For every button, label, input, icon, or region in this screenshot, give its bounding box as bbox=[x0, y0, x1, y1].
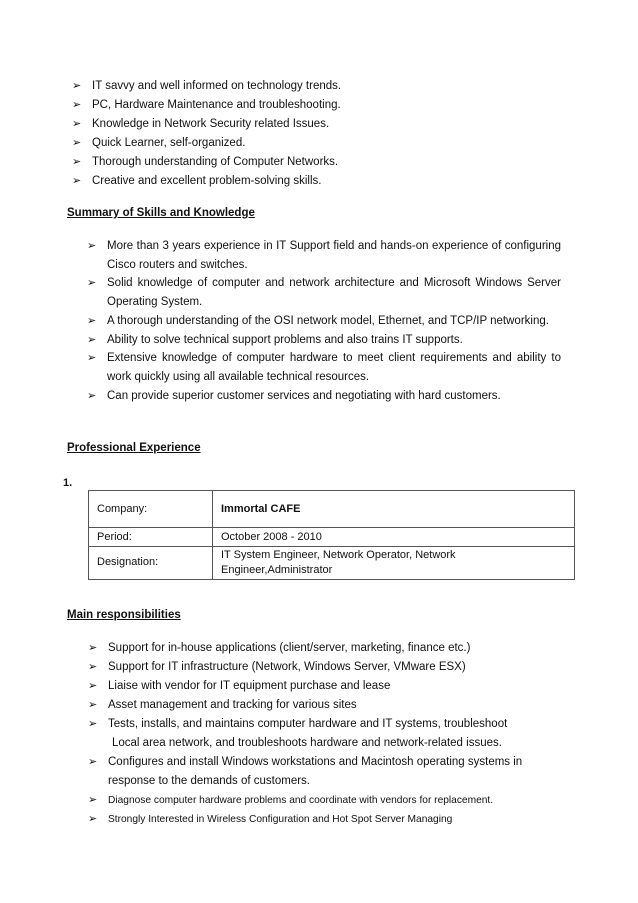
list-item: ➢ Solid knowledge of computer and network architecture and Microsoft Windows Server Operating System. bbox=[87, 274, 561, 311]
arrow-bullet-icon: ➢ bbox=[72, 137, 82, 149]
list-item: ➢ Creative and excellent problem-solving skills. bbox=[72, 172, 592, 191]
designation-line-1: IT System Engineer, Network Operator, Network bbox=[221, 548, 456, 561]
arrow-bullet-icon: ➢ bbox=[87, 277, 97, 290]
job-number: 1. bbox=[63, 477, 73, 489]
list-item: ➢ Knowledge in Network Security related Issues. bbox=[72, 115, 592, 134]
responsibilities-heading: Main responsibilities bbox=[67, 609, 181, 621]
list-item: ➢ Support for IT infrastructure (Network, Windows Server, VMware ESX) bbox=[88, 658, 568, 677]
list-item: ➢ Asset management and tracking for various sites bbox=[88, 696, 568, 715]
arrow-bullet-icon: ➢ bbox=[72, 99, 82, 111]
list-item: ➢ Tests, installs, and maintains computer hardware and IT systems, troubleshoot bbox=[88, 715, 568, 734]
arrow-bullet-icon: ➢ bbox=[88, 794, 98, 806]
arrow-bullet-icon: ➢ bbox=[88, 813, 98, 825]
designation-line-2: Engineer,Administrator bbox=[221, 564, 333, 576]
job-details-table bbox=[88, 490, 575, 580]
continuation-text: Local area network, and troubleshoots hardware and network-related issues. bbox=[112, 737, 502, 749]
designation-label: Designation: bbox=[89, 547, 213, 580]
arrow-bullet-icon: ➢ bbox=[87, 314, 97, 327]
company-value: Immortal CAFE bbox=[213, 491, 575, 528]
arrow-bullet-icon: ➢ bbox=[88, 661, 98, 673]
list-item: ➢ Extensive knowledge of computer hardware to meet client requirements and ability to work quickly using all available technical resources. bbox=[87, 349, 561, 386]
list-item: ➢ Can provide superior customer services and negotiating with hard customers. bbox=[87, 387, 561, 406]
skills-list bbox=[87, 237, 561, 405]
arrow-bullet-icon: ➢ bbox=[72, 80, 82, 92]
list-item: ➢ Configures and install Windows workstations and Macintosh operating systems in response to the demands of customers. bbox=[88, 753, 568, 791]
designation-value bbox=[213, 547, 575, 580]
period-label: Period: bbox=[89, 528, 213, 547]
arrow-bullet-icon: ➢ bbox=[72, 118, 82, 130]
arrow-bullet-icon: ➢ bbox=[88, 642, 98, 654]
table-row bbox=[89, 491, 575, 528]
arrow-bullet-icon: ➢ bbox=[87, 333, 97, 346]
arrow-bullet-icon: ➢ bbox=[88, 718, 98, 730]
arrow-bullet-icon: ➢ bbox=[88, 756, 98, 768]
list-item: ➢ Thorough understanding of Computer Networks. bbox=[72, 153, 592, 172]
list-item: ➢ IT savvy and well informed on technology trends. bbox=[72, 77, 592, 96]
table-row bbox=[89, 528, 575, 547]
table-row bbox=[89, 547, 575, 580]
arrow-bullet-icon: ➢ bbox=[87, 240, 97, 252]
arrow-bullet-icon: ➢ bbox=[87, 389, 97, 402]
arrow-bullet-icon: ➢ bbox=[72, 175, 82, 187]
arrow-bullet-icon: ➢ bbox=[88, 699, 98, 711]
list-item: ➢ Diagnose computer hardware problems and coordinate with vendors for replacement. bbox=[88, 791, 568, 810]
list-item: ➢ A thorough understanding of the OSI network model, Ethernet, and TCP/IP networking. bbox=[87, 312, 561, 331]
list-item: ➢ Liaise with vendor for IT equipment purchase and lease bbox=[88, 677, 568, 696]
list-item: ➢ More than 3 years experience in IT Support field and hands-on experience of configuring Cisco routers and switches. bbox=[87, 237, 561, 274]
company-label: Company: bbox=[89, 491, 213, 528]
arrow-bullet-icon: ➢ bbox=[88, 680, 98, 692]
period-value: October 2008 - 2010 bbox=[213, 528, 575, 547]
summary-heading: Summary of Skills and Knowledge bbox=[67, 207, 255, 219]
arrow-bullet-icon: ➢ bbox=[87, 352, 97, 365]
list-item: ➢ Quick Learner, self-organized. bbox=[72, 134, 592, 153]
responsibilities-list bbox=[88, 639, 568, 829]
professional-experience-heading: Professional Experience bbox=[67, 442, 201, 454]
list-item: ➢ Support for in-house applications (client/server, marketing, finance etc.) bbox=[88, 639, 568, 658]
list-item: ➢ PC, Hardware Maintenance and troubleshooting. bbox=[72, 96, 592, 115]
list-item: ➢ Ability to solve technical support problems and also trains IT supports. bbox=[87, 331, 561, 350]
arrow-bullet-icon: ➢ bbox=[72, 156, 82, 168]
list-item bbox=[88, 734, 568, 753]
list-item: ➢ Strongly Interested in Wireless Configuration and Hot Spot Server Managing bbox=[88, 810, 568, 829]
top-bullet-list bbox=[72, 77, 592, 191]
